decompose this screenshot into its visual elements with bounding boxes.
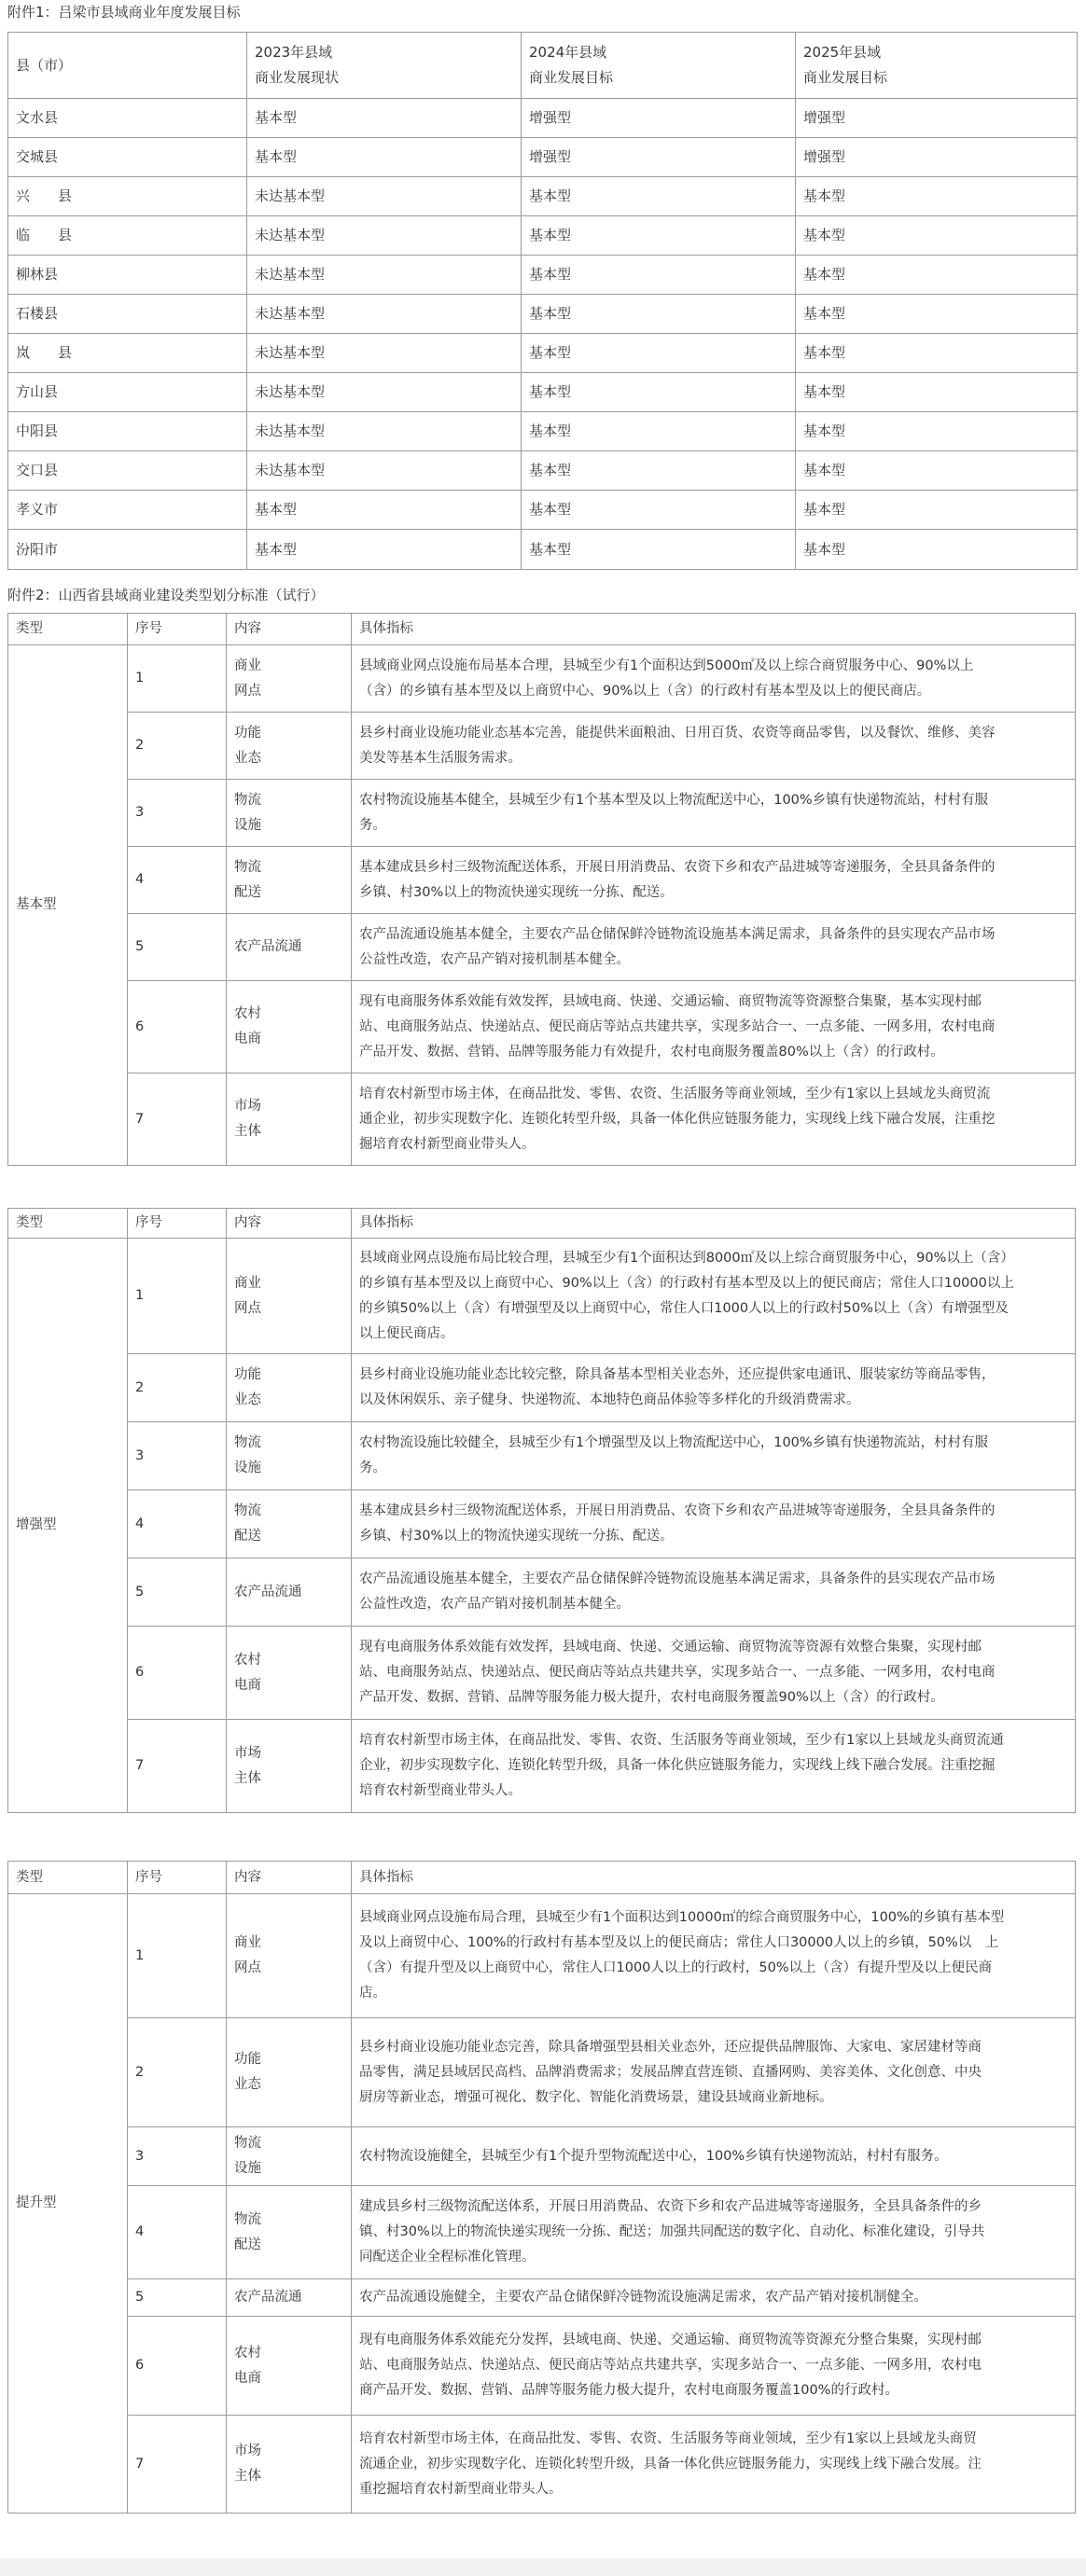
target-2024-cell: 基本型 [522,334,796,373]
content-cell: 物流 设施 [227,780,352,847]
table-row [8,914,1076,981]
table-row [8,334,1078,373]
seq-cell: 1 [128,1894,227,2018]
table-row [8,780,1076,847]
header-cell: 序号 [128,1209,227,1239]
table-row [8,491,1078,530]
type-cell: 提升型 [8,1894,128,2514]
indicator-cell: 县域商业网点设施布局合理，县城至少有1个面积达到10000㎡的综合商贸服务中心，100%的乡镇有基本型 及以上商贸中心、100%的行政村有基本型及以上的便民商店；常住人口30000人以上的乡镇，50%以 上 （含）有提升型及以上商贸中心，常住人口1000人以上的行政村，50%以上（含）有提升型及以上便民商 店。 [352,1894,1076,2018]
header-cell: 序号 [128,614,227,645]
content-cell: 农产品流通 [227,1558,352,1627]
content-cell: 功能 业态 [227,1354,352,1422]
table-row [8,2279,1076,2317]
seq-cell: 4 [128,2186,227,2279]
header-cell: 类型 [8,1862,128,1894]
status-2023-cell: 基本型 [247,491,522,530]
seq-cell: 3 [128,1422,227,1490]
target-2025-cell: 基本型 [796,491,1078,530]
status-2023-cell: 未达基本型 [247,295,522,334]
table-row [8,1354,1076,1422]
status-2023-cell: 未达基本型 [247,373,522,412]
seq-cell: 2 [128,713,227,780]
indicator-cell: 现有电商服务体系效能有效发挥，县域电商、快递、交通运输、商贸物流等资源有效整合集聚，实现村邮 站、电商服务站点、快递站点、便民商店等站点共建共享，实现多站合一、一点多能、一网多用，农村电商 产品开发、数据、营销、品牌等服务能力极大提升，农村电商服务覆盖90%以上（含）的行政村。 [352,1627,1076,1720]
target-2025-cell: 基本型 [796,373,1078,412]
indicator-cell: 现有电商服务体系效能有效发挥，县域电商、快递、交通运输、商贸物流等资源整合集聚，基本实现村邮 站、电商服务站点、快递站点、便民商店等站点共建共享，实现多站合一、一点多能、一网多用，农村电商 产品开发、数据、营销、品牌等服务能力有效提升，农村电商服务覆盖80%以上（含）的行政村。 [352,981,1076,1073]
indicator-cell: 农产品流通设施健全，主要农产品仓储保鲜冷链物流设施满足需求，农产品产销对接机制健全。 [352,2279,1076,2317]
county-cell: 交城县 [8,138,247,177]
header-cell: 2024年县域 商业发展目标 [522,33,796,99]
status-2023-cell: 未达基本型 [247,334,522,373]
table-row [8,2186,1076,2279]
type-cell: 增强型 [8,1239,128,1813]
table-row [8,1558,1076,1627]
target-2024-cell: 基本型 [522,295,796,334]
target-2024-cell: 基本型 [522,491,796,530]
header-cell: 类型 [8,614,128,645]
seq-cell: 6 [128,1627,227,1720]
table-row [8,1239,1076,1354]
seq-cell: 7 [128,1073,227,1166]
target-2025-cell: 基本型 [796,256,1078,295]
status-2023-cell: 未达基本型 [247,216,522,256]
target-2024-cell: 基本型 [522,177,796,216]
type-cell: 基本型 [8,645,128,1166]
county-cell: 文水县 [8,99,247,138]
content-cell: 农村 电商 [227,981,352,1073]
target-2025-cell: 基本型 [796,177,1078,216]
table-header-row [8,1209,1076,1239]
seq-cell: 5 [128,1558,227,1627]
indicator-cell: 农产品流通设施基本健全，主要农产品仓储保鲜冷链物流设施基本满足需求，具备条件的县实现农产品市场 公益性改造，农产品产销对接机制基本健全。 [352,914,1076,981]
indicator-cell: 县乡村商业设施功能业态比较完整，除具备基本型相关业态外，还应提供家电通讯、服装家纺等商品零售， 以及休闲娱乐、亲子健身、快递物流、本地特色商品体验等多样化的升级消费需求。 [352,1354,1076,1422]
table-header-row [8,33,1078,99]
target-2024-cell: 基本型 [522,412,796,451]
annex2-table-basic [7,613,1076,1166]
target-2025-cell: 基本型 [796,412,1078,451]
status-2023-cell: 未达基本型 [247,177,522,216]
table-row [8,713,1076,780]
annex2-table-upgraded [7,1861,1076,2514]
content-cell: 功能 业态 [227,713,352,780]
indicator-cell: 培育农村新型市场主体，在商品批发、零售、农资、生活服务等商业领域，至少有1家以上县域龙头商贸流 通企业，初步实现数字化、连锁化转型升级，具备一体化供应链服务能力，实现线上线下融合发展，注重挖 掘培育农村新型商业带头人。 [352,1073,1076,1166]
content-cell: 市场 主体 [227,1720,352,1813]
content-cell: 农村 电商 [227,2317,352,2416]
seq-cell: 2 [128,2018,227,2127]
indicator-cell: 县域商业网点设施布局比较合理，县城至少有1个面积达到8000㎡及以上综合商贸服务中心，90%以上（含） 的乡镇有基本型及以上商贸中心、90%以上（含）的行政村有基本型及以上的便民商店；常住人口10000以上 的乡镇50%以上（含）有增强型及以上商贸中心，常住人口1000人以上的行政村50%以上（含）有增强型及 以上便民商店。 [352,1239,1076,1354]
annex1-table [7,32,1078,570]
target-2024-cell: 基本型 [522,373,796,412]
indicator-cell: 基本建成县乡村三级物流配送体系，开展日用消费品、农资下乡和农产品进城等寄递服务，全县具备条件的 乡镇、村30%以上的物流快递实现统一分拣、配送。 [352,847,1076,914]
county-cell: 孝义市 [8,491,247,530]
seq-cell: 7 [128,2416,227,2514]
seq-cell: 3 [128,2127,227,2186]
table-row [8,99,1078,138]
county-cell: 交口县 [8,451,247,491]
indicator-cell: 农村物流设施健全，县城至少有1个提升型物流配送中心，100%乡镇有快递物流站，村村有服务。 [352,2127,1076,2186]
table-row [8,645,1076,713]
content-cell: 农村 电商 [227,1627,352,1720]
table-row [8,1720,1076,1813]
seq-cell: 4 [128,847,227,914]
header-cell: 内容 [227,1209,352,1239]
target-2024-cell: 基本型 [522,530,796,570]
target-2025-cell: 基本型 [796,334,1078,373]
header-cell: 具体指标 [352,1862,1076,1894]
table-row [8,1894,1076,2018]
table-row [8,412,1078,451]
indicator-cell: 现有电商服务体系效能充分发挥，县域电商、快递、交通运输、商贸物流等资源充分整合集聚，实现村邮 站、电商服务站点、快递站点、便民商店等站点共建共享，实现多站合一、一点多能、一网多用，农村电 商产品开发、数据、营销、品牌等服务能力极大提升，农村电商服务覆盖100%的行政村。 [352,2317,1076,2416]
target-2024-cell: 基本型 [522,256,796,295]
annex2-table-enhanced [7,1208,1076,1813]
seq-cell: 1 [128,645,227,713]
county-cell: 方山县 [8,373,247,412]
table-row [8,530,1078,570]
county-cell: 临 县 [8,216,247,256]
header-cell: 2025年县域 商业发展目标 [796,33,1078,99]
target-2025-cell: 增强型 [796,138,1078,177]
table-row [8,1422,1076,1490]
status-2023-cell: 未达基本型 [247,256,522,295]
content-cell: 农产品流通 [227,2279,352,2317]
header-cell: 序号 [128,1862,227,1894]
county-cell: 汾阳市 [8,530,247,570]
content-cell: 商业 网点 [227,1894,352,2018]
indicator-cell: 农村物流设施比较健全，县城至少有1个增强型及以上物流配送中心，100%乡镇有快递物流站，村村有服 务。 [352,1422,1076,1490]
content-cell: 物流 设施 [227,1422,352,1490]
table-row [8,373,1078,412]
target-2025-cell: 基本型 [796,295,1078,334]
target-2025-cell: 增强型 [796,99,1078,138]
indicator-cell: 县乡村商业设施功能业态基本完善，能提供米面粮油、日用百货、农资等商品零售，以及餐饮、维修、美容 美发等基本生活服务需求。 [352,713,1076,780]
seq-cell: 5 [128,2279,227,2317]
target-2024-cell: 基本型 [522,216,796,256]
table-row [8,1627,1076,1720]
content-cell: 功能 业态 [227,2018,352,2127]
table-row [8,2018,1076,2127]
seq-cell: 6 [128,981,227,1073]
content-cell: 市场 主体 [227,2416,352,2514]
indicator-cell: 培育农村新型市场主体，在商品批发、零售、农资、生活服务等商业领域，至少有1家以上县域龙头商贸 流通企业，初步实现数字化、连锁化转型升级，具备一体化供应链服务能力，实现线上线下融合发展。注 重挖掘培育农村新型商业带头人。 [352,2416,1076,2514]
table-header-row [8,614,1076,645]
status-2023-cell: 未达基本型 [247,412,522,451]
table-row [8,256,1078,295]
table-row [8,216,1078,256]
seq-cell: 2 [128,1354,227,1422]
indicator-cell: 农村物流设施基本健全，县城至少有1个基本型及以上物流配送中心，100%乡镇有快递物流站，村村有服 务。 [352,780,1076,847]
content-cell: 物流 配送 [227,847,352,914]
status-2023-cell: 未达基本型 [247,451,522,491]
header-cell: 2023年县域 商业发展现状 [247,33,522,99]
annex1-caption: 附件1：吕梁市县域商业年度发展目标 [7,4,241,21]
target-2025-cell: 基本型 [796,216,1078,256]
content-cell: 物流 配送 [227,1490,352,1558]
table-row [8,981,1076,1073]
status-2023-cell: 基本型 [247,138,522,177]
content-cell: 市场 主体 [227,1073,352,1166]
content-cell: 物流 设施 [227,2127,352,2186]
county-cell: 石楼县 [8,295,247,334]
table-row [8,2317,1076,2416]
target-2024-cell: 增强型 [522,99,796,138]
table-row [8,847,1076,914]
seq-cell: 7 [128,1720,227,1813]
seq-cell: 5 [128,914,227,981]
table-row [8,1073,1076,1166]
annex2-caption: 附件2：山西省县域商业建设类型划分标准（试行） [7,587,325,603]
header-cell: 类型 [8,1209,128,1239]
seq-cell: 1 [128,1239,227,1354]
indicator-cell: 培育农村新型市场主体，在商品批发、零售、农资、生活服务等商业领域，至少有1家以上县域龙头商贸流通 企业，初步实现数字化、连锁化转型升级，具备一体化供应链服务能力，实现线上线下融合发展。注重挖掘 培育农村新型商业带头人。 [352,1720,1076,1813]
content-cell: 商业 网点 [227,1239,352,1354]
county-cell: 柳林县 [8,256,247,295]
indicator-cell: 县域商业网点设施布局基本合理，县城至少有1个面积达到5000㎡及以上综合商贸服务中心、90%以上 （含）的乡镇有基本型及以上商贸中心、90%以上（含）的行政村有基本型及以上的便民商店。 [352,645,1076,713]
table-row [8,177,1078,216]
status-2023-cell: 基本型 [247,99,522,138]
header-cell: 具体指标 [352,1209,1076,1239]
county-cell: 岚 县 [8,334,247,373]
table-row [8,295,1078,334]
header-cell: 县（市） [8,33,247,99]
header-cell: 内容 [227,614,352,645]
status-2023-cell: 基本型 [247,530,522,570]
page-bottom-strip [0,2558,1086,2576]
table-row [8,2416,1076,2514]
header-cell: 具体指标 [352,614,1076,645]
target-2025-cell: 基本型 [796,451,1078,491]
indicator-cell: 建成县乡村三级物流配送体系，开展日用消费品、农资下乡和农产品进城等寄递服务，全县具备条件的乡 镇、村30%以上的物流快递实现统一分拣、配送；加强共同配送的数字化、自动化、标准化建设，引导共 同配送企业全程标准化管理。 [352,2186,1076,2279]
indicator-cell: 农产品流通设施基本健全，主要农产品仓储保鲜冷链物流设施基本满足需求，具备条件的县实现农产品市场 公益性改造，农产品产销对接机制基本健全。 [352,1558,1076,1627]
target-2024-cell: 增强型 [522,138,796,177]
seq-cell: 4 [128,1490,227,1558]
table-header-row [8,1862,1076,1894]
seq-cell: 3 [128,780,227,847]
table-row [8,1490,1076,1558]
table-row [8,2127,1076,2186]
target-2025-cell: 基本型 [796,530,1078,570]
county-cell: 兴 县 [8,177,247,216]
content-cell: 商业 网点 [227,645,352,713]
content-cell: 物流 配送 [227,2186,352,2279]
target-2024-cell: 基本型 [522,451,796,491]
indicator-cell: 基本建成县乡村三级物流配送体系，开展日用消费品、农资下乡和农产品进城等寄递服务，全县具备条件的 乡镇、村30%以上的物流快递实现统一分拣、配送。 [352,1490,1076,1558]
content-cell: 农产品流通 [227,914,352,981]
indicator-cell: 县乡村商业设施功能业态完善，除具备增强型县相关业态外，还应提供品牌服饰、大家电、家居建材等商 品零售，满足县域居民高档、品牌消费需求；发展品牌直营连锁、直播网购、美容美体、文化创意、中央 厨房等新业态，增强可视化、数字化、智能化消费场景，建设县域商业新地标。 [352,2018,1076,2127]
seq-cell: 6 [128,2317,227,2416]
county-cell: 中阳县 [8,412,247,451]
header-cell: 内容 [227,1862,352,1894]
table-row [8,138,1078,177]
table-row [8,451,1078,491]
